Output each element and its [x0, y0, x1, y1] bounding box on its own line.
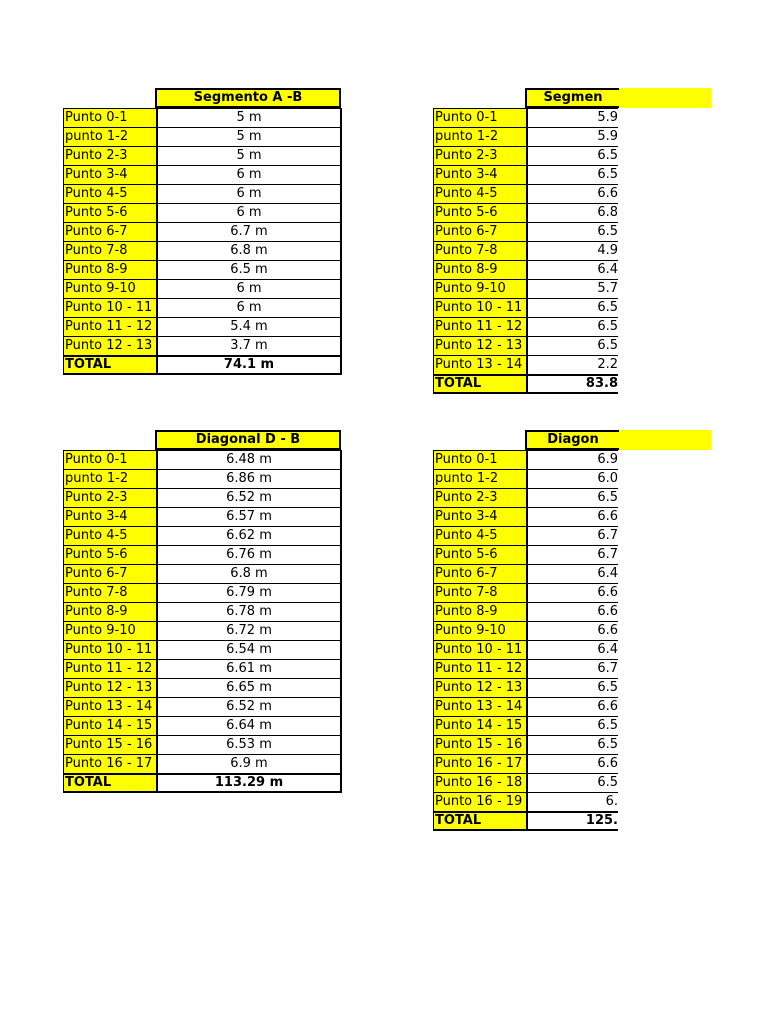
row-value: 2.2 [526, 355, 618, 374]
row-value: 6.7 [526, 659, 618, 678]
table-row [433, 716, 713, 735]
row-label: punto 1-2 [433, 127, 526, 146]
row-value: 6.5 [526, 336, 618, 355]
row-value: 3.7 m [156, 336, 342, 355]
total-value: 83.8 [526, 374, 618, 394]
total-row [433, 374, 713, 394]
row-value: 6.5 [526, 222, 618, 241]
table-row [63, 526, 343, 545]
row-value: 6.5 [526, 317, 618, 336]
table-row [63, 146, 343, 165]
row-value: 6.5 [526, 488, 618, 507]
table-row [63, 184, 343, 203]
row-label: Punto 7-8 [433, 583, 526, 602]
row-value: 6.8 m [156, 564, 342, 583]
row-label: Punto 6-7 [63, 222, 156, 241]
row-value: 6.5 [526, 716, 618, 735]
row-value: 6.6 [526, 583, 618, 602]
table-diagonal-clipped [433, 430, 713, 831]
row-value: 6.52 m [156, 488, 342, 507]
row-label: Punto 11 - 12 [433, 317, 526, 336]
table-row [63, 678, 343, 697]
table-row [433, 488, 713, 507]
table-row [63, 621, 343, 640]
table-row [63, 735, 343, 754]
table-row [433, 507, 713, 526]
row-label: Punto 16 - 17 [63, 754, 156, 773]
row-value: 6.48 m [156, 450, 342, 469]
table-row [433, 754, 713, 773]
row-label: Punto 6-7 [63, 564, 156, 583]
row-value: 6.7 [526, 526, 618, 545]
row-value: 6.64 m [156, 716, 342, 735]
row-value: 5.9 [526, 127, 618, 146]
row-label: Punto 11 - 12 [63, 659, 156, 678]
row-value: 6.57 m [156, 507, 342, 526]
table-row [63, 564, 343, 583]
row-label: Punto 14 - 15 [433, 716, 526, 735]
table-header: Diagon [525, 430, 619, 450]
row-label: Punto 9-10 [63, 621, 156, 640]
row-label: Punto 8-9 [63, 260, 156, 279]
table-row [433, 222, 713, 241]
table-row [63, 165, 343, 184]
row-label: Punto 0-1 [63, 450, 156, 469]
table-row [433, 184, 713, 203]
row-label: Punto 4-5 [433, 184, 526, 203]
row-label: Punto 15 - 16 [433, 735, 526, 754]
row-label: Punto 5-6 [63, 545, 156, 564]
table-row [63, 754, 343, 773]
row-value: 6.65 m [156, 678, 342, 697]
table-row [63, 469, 343, 488]
row-value: 5 m [156, 108, 342, 127]
row-label: Punto 10 - 11 [433, 298, 526, 317]
row-value: 6.6 [526, 184, 618, 203]
table-diagonal-d-b [63, 430, 343, 793]
table-row [433, 203, 713, 222]
row-label: Punto 6-7 [433, 222, 526, 241]
total-label: TOTAL [433, 811, 526, 831]
table-row [433, 127, 713, 146]
table-row [433, 735, 713, 754]
row-value: 5 m [156, 146, 342, 165]
table-body [433, 450, 713, 831]
row-label: Punto 16 - 18 [433, 773, 526, 792]
table-row [433, 165, 713, 184]
table-body [63, 108, 343, 375]
row-value: 6.6 [526, 754, 618, 773]
table-row [63, 298, 343, 317]
table-row [433, 792, 713, 811]
row-label: Punto 2-3 [63, 488, 156, 507]
total-value: 74.1 m [156, 355, 342, 375]
table-header: Segmen [525, 88, 619, 108]
row-label: Punto 8-9 [433, 260, 526, 279]
row-label: Punto 3-4 [63, 165, 156, 184]
row-value: 6.4 [526, 640, 618, 659]
row-value: 6.7 m [156, 222, 342, 241]
row-label: Punto 12 - 13 [433, 678, 526, 697]
row-value: 6.86 m [156, 469, 342, 488]
table-row [433, 545, 713, 564]
row-label: Punto 10 - 11 [63, 640, 156, 659]
table-row [63, 450, 343, 469]
row-label: Punto 13 - 14 [63, 697, 156, 716]
total-label: TOTAL [63, 773, 156, 793]
row-value: 6.5 [526, 146, 618, 165]
row-label: Punto 12 - 13 [63, 336, 156, 355]
total-row [63, 355, 343, 375]
row-label: Punto 5-6 [63, 203, 156, 222]
row-label: Punto 6-7 [433, 564, 526, 583]
row-value: 6.5 [526, 678, 618, 697]
table-row [433, 469, 713, 488]
row-value: 6.62 m [156, 526, 342, 545]
row-value: 6. [526, 792, 618, 811]
row-label: Punto 5-6 [433, 545, 526, 564]
row-value: 6.7 [526, 545, 618, 564]
row-value: 5.9 [526, 108, 618, 127]
table-row [433, 317, 713, 336]
table-row [433, 526, 713, 545]
total-label: TOTAL [433, 374, 526, 394]
table-row [433, 621, 713, 640]
row-value: 6.6 [526, 621, 618, 640]
row-value: 6 m [156, 298, 342, 317]
row-label: Punto 0-1 [63, 108, 156, 127]
row-value: 6.79 m [156, 583, 342, 602]
row-value: 6.9 m [156, 754, 342, 773]
row-label: Punto 11 - 12 [63, 317, 156, 336]
row-label: Punto 8-9 [63, 602, 156, 621]
row-value: 6.5 [526, 773, 618, 792]
table-header: Segmento A -B [155, 88, 341, 108]
row-label: punto 1-2 [433, 469, 526, 488]
table-row [63, 583, 343, 602]
table-row [63, 222, 343, 241]
table-row [63, 127, 343, 146]
row-label: Punto 7-8 [433, 241, 526, 260]
row-label: Punto 10 - 11 [63, 298, 156, 317]
table-row [433, 279, 713, 298]
row-value: 6.6 [526, 697, 618, 716]
table-row [433, 355, 713, 374]
table-row [63, 317, 343, 336]
row-value: 6.8 [526, 203, 618, 222]
table-row [433, 241, 713, 260]
table-header: Diagonal D - B [155, 430, 341, 450]
row-label: Punto 11 - 12 [433, 659, 526, 678]
table-row [433, 564, 713, 583]
row-value: 6.52 m [156, 697, 342, 716]
row-label: Punto 4-5 [63, 526, 156, 545]
table-row [63, 108, 343, 127]
table-row [433, 260, 713, 279]
row-label: Punto 16 - 17 [433, 754, 526, 773]
table-row [433, 108, 713, 127]
row-label: Punto 9-10 [433, 621, 526, 640]
row-label: Punto 14 - 15 [63, 716, 156, 735]
header-fill [619, 430, 711, 450]
row-label: Punto 10 - 11 [433, 640, 526, 659]
table-row [433, 146, 713, 165]
row-value: 6.54 m [156, 640, 342, 659]
row-label: Punto 15 - 16 [63, 735, 156, 754]
row-value: 6.0 [526, 469, 618, 488]
table-row [63, 203, 343, 222]
table-segmento-a-b [63, 88, 343, 375]
total-value: 113.29 m [156, 773, 342, 793]
row-value: 5.4 m [156, 317, 342, 336]
row-label: Punto 2-3 [433, 488, 526, 507]
table-row [63, 602, 343, 621]
table-row [63, 545, 343, 564]
row-value: 5 m [156, 127, 342, 146]
total-row [63, 773, 343, 793]
table-row [433, 640, 713, 659]
row-label: Punto 7-8 [63, 241, 156, 260]
row-value: 6.5 [526, 735, 618, 754]
table-segmento-clipped [433, 88, 713, 394]
row-value: 6.78 m [156, 602, 342, 621]
row-label: Punto 12 - 13 [63, 678, 156, 697]
table-body [63, 450, 343, 793]
row-value: 6 m [156, 203, 342, 222]
row-label: Punto 7-8 [63, 583, 156, 602]
table-row [63, 336, 343, 355]
row-value: 6 m [156, 165, 342, 184]
row-label: Punto 9-10 [433, 279, 526, 298]
row-value: 6.61 m [156, 659, 342, 678]
total-value: 125. [526, 811, 618, 831]
table-row [433, 659, 713, 678]
row-label: Punto 0-1 [433, 108, 526, 127]
table-row [433, 697, 713, 716]
row-label: punto 1-2 [63, 469, 156, 488]
row-value: 6.9 [526, 450, 618, 469]
row-value: 6.4 [526, 564, 618, 583]
table-row [433, 583, 713, 602]
row-value: 6.6 [526, 602, 618, 621]
row-label: punto 1-2 [63, 127, 156, 146]
row-value: 6 m [156, 184, 342, 203]
row-label: Punto 4-5 [433, 526, 526, 545]
table-row [433, 336, 713, 355]
table-row [63, 279, 343, 298]
row-value: 6.4 [526, 260, 618, 279]
row-value: 6.5 [526, 298, 618, 317]
row-label: Punto 12 - 13 [433, 336, 526, 355]
row-value: 6.6 [526, 507, 618, 526]
row-label: Punto 5-6 [433, 203, 526, 222]
row-value: 6.5 m [156, 260, 342, 279]
table-row [63, 716, 343, 735]
table-row [63, 488, 343, 507]
table-row [63, 697, 343, 716]
table-row [433, 298, 713, 317]
table-row [63, 640, 343, 659]
table-row [433, 450, 713, 469]
row-value: 6.5 [526, 165, 618, 184]
row-label: Punto 13 - 14 [433, 355, 526, 374]
table-row [433, 678, 713, 697]
row-value: 5.7 [526, 279, 618, 298]
row-label: Punto 8-9 [433, 602, 526, 621]
row-label: Punto 0-1 [433, 450, 526, 469]
row-label: Punto 3-4 [433, 165, 526, 184]
row-value: 4.9 [526, 241, 618, 260]
row-label: Punto 3-4 [63, 507, 156, 526]
row-value: 6.8 m [156, 241, 342, 260]
row-value: 6 m [156, 279, 342, 298]
row-label: Punto 16 - 19 [433, 792, 526, 811]
total-row [433, 811, 713, 831]
total-label: TOTAL [63, 355, 156, 375]
table-row [63, 507, 343, 526]
table-body [433, 108, 713, 394]
row-label: Punto 9-10 [63, 279, 156, 298]
row-value: 6.53 m [156, 735, 342, 754]
row-value: 6.72 m [156, 621, 342, 640]
row-label: Punto 3-4 [433, 507, 526, 526]
table-row [63, 241, 343, 260]
table-row [63, 260, 343, 279]
row-value: 6.76 m [156, 545, 342, 564]
table-row [433, 773, 713, 792]
table-row [433, 602, 713, 621]
header-fill [619, 88, 711, 108]
row-label: Punto 2-3 [433, 146, 526, 165]
row-label: Punto 4-5 [63, 184, 156, 203]
row-label: Punto 2-3 [63, 146, 156, 165]
row-label: Punto 13 - 14 [433, 697, 526, 716]
table-row [63, 659, 343, 678]
